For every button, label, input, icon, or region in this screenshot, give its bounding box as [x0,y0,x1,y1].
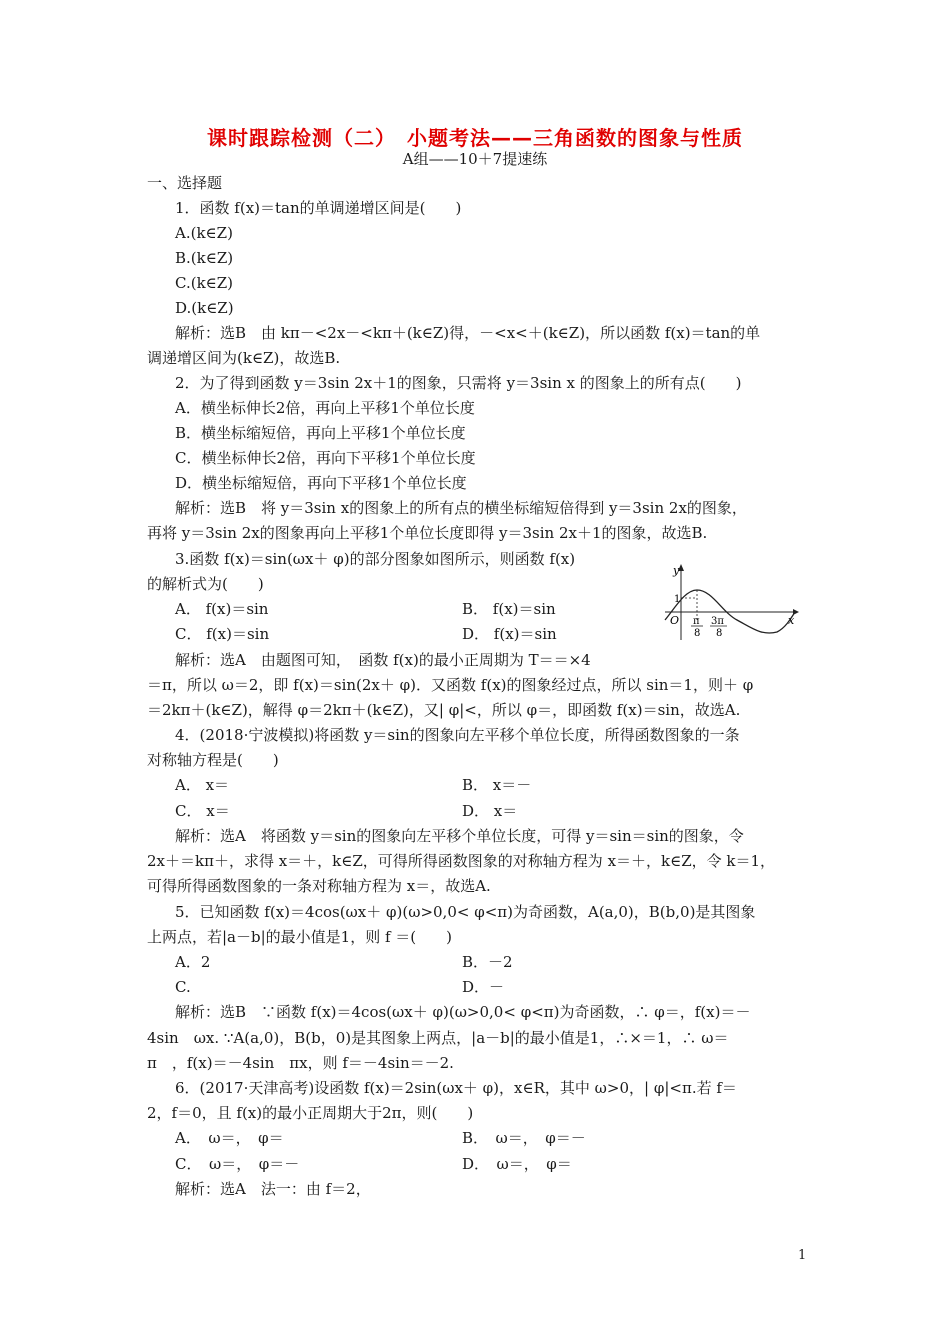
q1-solution-cont: 调递增区间为(k∈Z)，故选B. [147,349,341,367]
question-6-cont: 2，f＝0，且 f(x)的最小正周期大于2π，则( ) [147,1104,474,1122]
question-5-cont: 上两点，若|a－b|的最小值是1，则 f ＝( ) [147,928,452,946]
q4-option-d: D． x＝ [462,802,518,820]
q6-option-a: A． ω＝， φ＝ [175,1129,284,1147]
q4-solution: 解析：选A 将函数 y＝sin的图象向左平移个单位长度，可得 y＝sin＝sin的图象，令 [175,827,744,845]
page-subtitle: A组——10＋7提速练 [402,150,548,168]
question-6: 6．(2017·天津高考)设函数 f(x)＝2sin(ωx＋ φ)，x∈R，其中 ω>0，| φ|<π.若 f＝ [175,1079,737,1097]
q5-solution: 解析：选B ∵函数 f(x)＝4cos(ωx＋ φ)(ω>0,0< φ<π)为奇函数，∴ φ＝，f(x)＝－ [175,1003,751,1021]
section-heading: 一、选择题 [147,174,223,192]
question-3: 3.函数 f(x)＝sin(ωx＋ φ)的部分图象如图所示，则函数 f(x) [175,550,576,568]
x-tick1-numerator: π [693,616,700,627]
page-number: 1 [798,1248,807,1263]
q2-solution: 解析：选B 将 y＝3sin x的图象上的所有点的横坐标缩短倍得到 y＝3sin 2x的图象， [175,499,747,517]
q3-option-c: C． f(x)＝sin [175,625,270,643]
q1-option-b: B.(k∈Z) [175,249,234,267]
q6-option-d: D． ω＝， φ＝ [462,1155,572,1173]
q2-option-b: B．横坐标缩短倍，再向上平移1个单位长度 [175,424,466,442]
q6-solution: 解析：选A 法一：由 f＝2， [175,1180,371,1198]
q4-option-a: A． x＝ [175,776,230,794]
x-tick2-denominator: 8 [716,628,723,639]
q5-option-d: D．－ [462,978,505,996]
page-title: 课时跟踪检测（二） 小题考法——三角函数的图象与性质 [207,126,743,150]
q5-solution-cont-2: π ，f(x)＝－4sin πx，则 f＝－4sin＝－2. [147,1054,454,1072]
question-1: 1．函数 f(x)＝tan的单调递增区间是( ) [175,199,462,217]
q1-option-d: D.(k∈Z) [175,299,234,317]
q3-solution-cont-1: ＝π，所以 ω＝2，即 f(x)＝sin(2x＋ φ)．又函数 f(x)的图象经过点，所以 sin＝1，则＋ φ [147,676,754,694]
q3-option-d: D． f(x)＝sin [462,625,557,643]
q3-solution: 解析：选A 由题图可知， 函数 f(x)的最小正周期为 T＝＝×4 [175,651,591,669]
question-5: 5．已知函数 f(x)＝4cos(ωx＋ φ)(ω>0,0< φ<π)为奇函数，A(a,0)，B(b,0)是其图象 [175,903,756,921]
y-axis-label: y [673,564,680,577]
q5-option-c: C. [175,978,191,996]
question-4-cont: 对称轴方程是( ) [147,751,279,769]
q1-option-c: C.(k∈Z) [175,274,234,292]
q4-option-b: B． x＝－ [462,776,532,794]
sine-graph [660,560,805,642]
q4-solution-cont-1: 2x＋＝kπ＋，求得 x＝＋，k∈Z，可得所得函数图象的对称轴方程为 x＝＋，k∈Z，令 k＝1， [147,852,776,870]
q3-option-b: B． f(x)＝sin [462,600,556,618]
x-axis-label: x [788,614,795,627]
x-tick1-denominator: 8 [694,628,701,639]
y-tick-label: 1 [674,594,681,605]
q5-option-a: A．2 [175,953,211,971]
x-tick2-numerator: 3π [711,616,724,627]
q3-solution-cont-2: ＝2kπ＋(k∈Z)，解得 φ＝2kπ＋(k∈Z)，又| φ|<，所以 φ＝，即函数 f(x)＝sin，故选A. [147,701,741,719]
question-4: 4．(2018·宁波模拟)将函数 y＝sin的图象向左平移个单位长度，所得函数图象的一条 [175,726,740,744]
q4-solution-cont-2: 可得所得函数图象的一条对称轴方程为 x＝，故选A. [147,877,491,895]
q3-option-a: A． f(x)＝sin [175,600,269,618]
q2-option-a: A．横坐标伸长2倍，再向上平移1个单位长度 [175,399,475,417]
origin-label: O [670,614,680,627]
q1-solution: 解析：选B 由 kπ－<2x－<kπ＋(k∈Z)得，－<x<＋(k∈Z)，所以函数 f(x)＝tan的单 [175,324,761,342]
q2-option-d: D．横坐标缩短倍，再向下平移1个单位长度 [175,474,467,492]
question-2: 2．为了得到函数 y＝3sin 2x＋1的图象，只需将 y＝3sin x 的图象上的所有点( ) [175,374,742,392]
q1-option-a: A.(k∈Z) [175,224,233,242]
q4-option-c: C． x＝ [175,802,230,820]
question-3-cont: 的解析式为( ) [147,575,264,593]
q6-option-b: B． ω＝， φ＝－ [462,1129,586,1147]
q6-option-c: C． ω＝， φ＝－ [175,1155,300,1173]
q2-solution-cont: 再将 y＝3sin 2x的图象再向上平移1个单位长度即得 y＝3sin 2x＋1的图象，故选B. [147,524,708,542]
q2-option-c: C．横坐标伸长2倍，再向下平移1个单位长度 [175,449,476,467]
q5-option-b: B．－2 [462,953,513,971]
q5-solution-cont-1: 4sin ωx. ∵A(a,0)，B(b，0)是其图象上两点，|a－b|的最小值是1，∴×＝1，∴ ω＝ [147,1029,729,1047]
